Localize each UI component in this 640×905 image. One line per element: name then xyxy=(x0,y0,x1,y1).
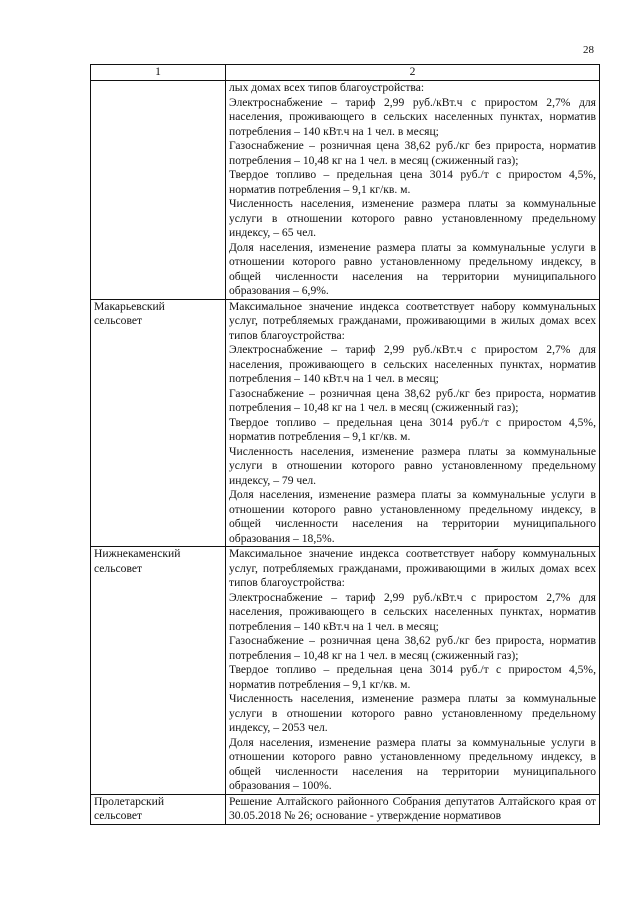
description-paragraph: Численность населения, изменение размера платы за коммунальные услуги в отношении которого равно установленному предельному индексу, – 2053 чел. xyxy=(229,692,596,734)
table-row xyxy=(91,299,600,547)
municipality-name-line: Нижнекаменский xyxy=(94,547,181,560)
table-body xyxy=(91,81,600,825)
table-row xyxy=(91,81,600,300)
municipality-name-line: сельсовет xyxy=(94,809,143,822)
description-cell xyxy=(226,81,600,300)
municipality-name-line: Макарьевский xyxy=(94,299,165,313)
description-paragraph: Твердое топливо – предельная цена 3014 руб./т с приростом 4,5%, норматив потребления – 9,1 кг/кв. м. xyxy=(229,168,596,196)
municipality-cell xyxy=(91,81,226,300)
description-paragraph: Максимальное значение индекса соответствует набору коммунальных услуг, потребляемых гражданами, проживающими в жилых домах всех типов благоустройства: xyxy=(229,547,596,589)
municipality-cell xyxy=(91,547,226,795)
municipality-cell xyxy=(91,299,226,547)
description-cell xyxy=(226,299,600,547)
description-paragraph: Газоснабжение – розничная цена 38,62 руб./кг без прироста, норматив потребления – 10,48 кг на 1 чел. в месяц (сжиженный газ); xyxy=(229,386,596,414)
description-paragraph: Доля населения, изменение размера платы за коммунальные услуги в отношении которого равно установленному предельному индексу, в общей численности населения на территории муниципального образования – 18,5%. xyxy=(229,488,596,545)
header-row xyxy=(91,65,600,81)
description-paragraph: Газоснабжение – розничная цена 38,62 руб./кг без прироста, норматив потребления – 10,48 кг на 1 чел. в месяц (сжиженный газ); xyxy=(229,139,596,167)
municipality-name-line: сельсовет xyxy=(94,314,143,327)
municipality-name-line: сельсовет xyxy=(94,561,143,575)
description-cell xyxy=(226,547,600,795)
description-paragraph: Электроснабжение – тариф 2,99 руб./кВт.ч с приростом 2,7% для населения, проживающего в сельских населенных пунктах, норматив потребления – 140 кВт.ч на 1 чел. в месяц; xyxy=(229,95,596,138)
column-header-1: 1 xyxy=(91,65,226,81)
description-paragraph: Твердое топливо – предельная цена 3014 руб./т с приростом 4,5%, норматив потребления – 9,1 кг/кв. м. xyxy=(229,663,596,691)
description-paragraph: Доля населения, изменение размера платы за коммунальные услуги в отношении которого равно установленному предельному индексу, в общей численности населения на территории муниципального образования – 6,9%. xyxy=(229,240,596,297)
description-paragraph: Максимальное значение индекса соответствует набору коммунальных услуг, потребляемых гражданами, проживающими в жилых домах всех типов благоустройства: xyxy=(229,299,596,342)
description-paragraph: Решение Алтайского районного Собрания депутатов Алтайского края от 30.05.2018 № 26; основание - утверждение нормативов xyxy=(229,794,596,822)
description-paragraph: Доля населения, изменение размера платы за коммунальные услуги в отношении которого равно установленному предельному индексу, в общей численности населения на территории муниципального образования – 100%. xyxy=(229,735,596,792)
table-row xyxy=(91,547,600,795)
description-paragraph: Электроснабжение – тариф 2,99 руб./кВт.ч с приростом 2,7% для населения, проживающего в сельских населенных пунктах, норматив потребления – 140 кВт.ч на 1 чел. в месяц; xyxy=(229,590,596,633)
description-paragraph: Газоснабжение – розничная цена 38,62 руб./кг без прироста, норматив потребления – 10,48 кг на 1 чел. в месяц (сжиженный газ); xyxy=(229,634,596,662)
municipality-cell xyxy=(91,794,226,824)
index-table xyxy=(90,64,600,825)
page-number: 28 xyxy=(583,44,594,56)
description-paragraph: Электроснабжение – тариф 2,99 руб./кВт.ч с приростом 2,7% для населения, проживающего в сельских населенных пунктах, норматив потребления – 140 кВт.ч на 1 чел. в месяц; xyxy=(229,343,596,385)
description-paragraph: Численность населения, изменение размера платы за коммунальные услуги в отношении которого равно установленному предельному индексу, – 65 чел. xyxy=(229,197,596,239)
description-paragraph: Твердое топливо – предельная цена 3014 руб./т с приростом 4,5%, норматив потребления – 9,1 кг/кв. м. xyxy=(229,415,596,443)
description-cell xyxy=(226,794,600,824)
table-row xyxy=(91,794,600,824)
column-header-2: 2 xyxy=(226,65,600,81)
description-paragraph: лых домах всех типов благоустройства: xyxy=(229,81,425,94)
municipality-name-line: Пролетарский xyxy=(94,794,165,808)
description-paragraph: Численность населения, изменение размера платы за коммунальные услуги в отношении которого равно установленному предельному индексу, – 79 чел. xyxy=(229,444,596,487)
